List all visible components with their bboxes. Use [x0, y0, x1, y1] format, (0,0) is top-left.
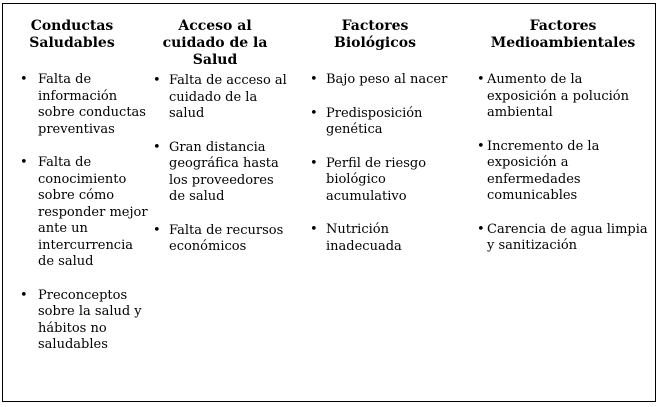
column-heading: Factores Biológicos [334, 18, 416, 51]
factor-list [310, 72, 466, 255]
list-item: • Preconceptos sobre la salud y hábitos no saludables [9, 288, 149, 354]
column-factores-biologicos [310, 18, 466, 272]
column-conductas-saludables [9, 18, 149, 371]
list-item: • Falta de recursos económicos [151, 223, 291, 256]
list-item: • Perfil de riesgo biológico acumulativo [310, 156, 466, 206]
column-heading: Factores Medioambientales [490, 18, 636, 51]
list-item: • Carencia de agua limpia y sanitización [475, 222, 653, 255]
list-item: • Gran distancia geográfica hasta los proveedores de salud [151, 140, 291, 206]
list-item: • Incremento de la exposición a enfermedades comunicables [475, 139, 653, 205]
column-acceso-cuidado-salud [151, 18, 291, 273]
factors-table [2, 3, 656, 402]
factor-list [9, 72, 149, 354]
list-item: • Predisposición genética [310, 106, 466, 139]
column-heading: Acceso al cuidado de la Salud [162, 18, 268, 68]
column-heading: Conductas Saludables [29, 18, 115, 51]
list-item: • Nutrición inadecuada [310, 222, 466, 255]
list-item: • Falta de acceso al cuidado de la salud [151, 73, 291, 123]
list-item: • Bajo peso al nacer [310, 72, 466, 89]
column-factores-medioambientales [475, 18, 653, 272]
factor-list [151, 73, 291, 256]
list-item: • Aumento de la exposición a polución ambiental [475, 72, 653, 122]
list-item: • Falta de conocimiento sobre cómo responder mejor ante un intercurrencia de salud [9, 155, 149, 271]
factor-list [475, 72, 653, 255]
list-item: • Falta de información sobre conductas preventivas [9, 72, 149, 138]
